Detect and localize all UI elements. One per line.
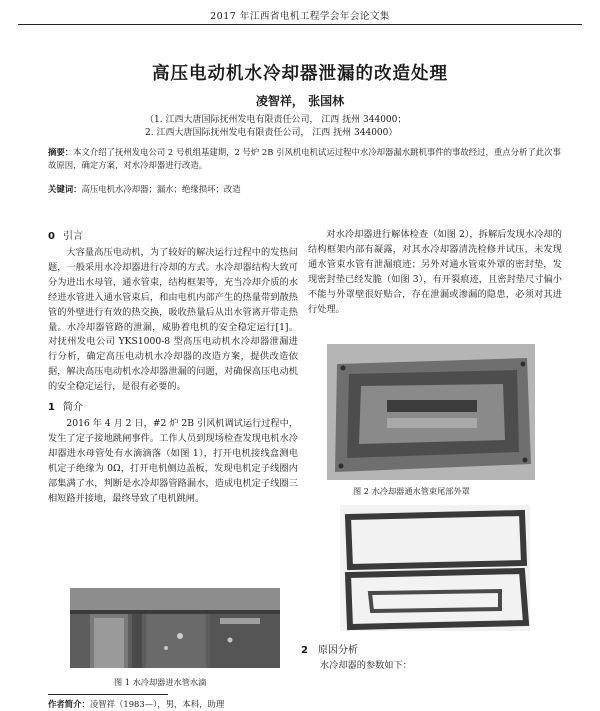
abstract xyxy=(48,146,562,172)
footnote-label: 作者简介： xyxy=(48,699,90,709)
paragraph: 2016 年 4 月 2 日，#2 炉 2B 引风机调试运行过程中，发生了定子接地跳闸事件。工作人员到现场检查发现电机水冷却器进水母管处有水滴滴落（如图 1），打开电机接线盒测电机定子绝缘为 0Ω，打开电机侧边盖板，发现电机定子线圈内部集满了水，判断是水冷却器管路漏水，造成电机定子线圈三相短路并接地，最终导致了电机跳闸。 xyxy=(48,418,298,504)
section-title: 引言 xyxy=(62,231,83,242)
figure-2-caption: 图 2 水冷却器通水管束尾部外罩 xyxy=(353,486,470,496)
figure-1-caption: 图 1 水冷却器进水管水滴 xyxy=(114,677,207,687)
keywords-text: 高压电机水冷却器；漏水；绝缘损坏；改造 xyxy=(81,184,241,194)
footnote-text: 凌智祥（1983—），男，本科，助理 xyxy=(89,699,225,709)
section-heading-overview xyxy=(48,400,298,415)
section-number: 2 xyxy=(301,645,308,656)
section-number: 0 xyxy=(48,231,55,242)
keywords xyxy=(48,183,562,196)
left-column xyxy=(48,225,298,507)
affiliation-1: （1. 江西大唐国际抚州发电有限责任公司， 江西 抚州 344000； xyxy=(145,115,407,125)
right-column xyxy=(308,228,562,317)
author-names: 凌智祥， 张国林 xyxy=(255,94,345,108)
keywords-label: 关键词： xyxy=(48,184,82,194)
section-title: 简介 xyxy=(62,402,83,414)
section-heading-intro xyxy=(48,229,298,244)
figure-2-photo xyxy=(327,344,535,480)
section-number: 1 xyxy=(48,402,55,414)
section-heading-cause xyxy=(301,641,358,656)
paragraph: 大容量高压电动机，为了较好的解决运行过程中的发热问题，一般采用水冷却器进行冷却的方式。水冷却器结构大致可分为进出水母管，通水管束，结构框架等，充当冷却介质的水经进水管进入通水管束后，和由电机内部产生的热量带到散热管的外壁进行有效的热交换，吸收热量后从出水管离开带走热量。水冷却器管路的泄漏，威胁着电机的安全稳定运行[1]。对抚州发电公司 YKS1000-8 型高压电动机水冷却器泄漏进行分析，确定高压电动机水冷却器的改造方案，提供改造依据，解决高压电动机水冷却器泄漏的问题，对确保高压电动机的安全稳定运行，是很有必要的。 xyxy=(48,247,298,393)
abstract-text: 本文介绍了抚州发电公司 2 号机组基建期，2 号炉 2B 引风机电机试运过程中水冷却器漏水跳机事件的事故经过，重点分析了此次事故原因，确定方案，对水冷却器进行改造。 xyxy=(48,147,561,170)
running-head: 2017 年江西省电机工程学会年会论文集 xyxy=(210,11,390,22)
abstract-label: 摘要： xyxy=(48,147,74,157)
cause-intro-text: 水冷却器的参数如下： xyxy=(320,660,412,671)
figure-3-photo xyxy=(340,505,530,631)
paragraph: 对水冷却器进行解体检查（如图 2），拆解后发现水冷却的结构框架内部有凝露，对其水冷却器清洗检修并试压，未发现通水管束水管有泄漏痕迹；另外对通水管束外罩的密封垫，发现密封垫已经发脆（如图 3），有开裂痕迹，且密封垫尺寸偏小不能与外罩壁很好贴合，存在泄漏或渗漏的隐患，必须对其进行处理。 xyxy=(308,229,562,315)
footnote-rule xyxy=(48,694,168,695)
header-rule xyxy=(18,24,582,25)
affiliation-2: 2. 江西大唐国际抚州发电有限责任公司， 江西 抚州 344000） xyxy=(145,128,398,138)
section-title: 原因分析 xyxy=(317,645,358,656)
figure-1-photo xyxy=(70,588,280,668)
paper-title: 高压电动机水冷却器泄漏的改造处理 xyxy=(152,64,448,84)
author-footnote xyxy=(48,698,224,710)
